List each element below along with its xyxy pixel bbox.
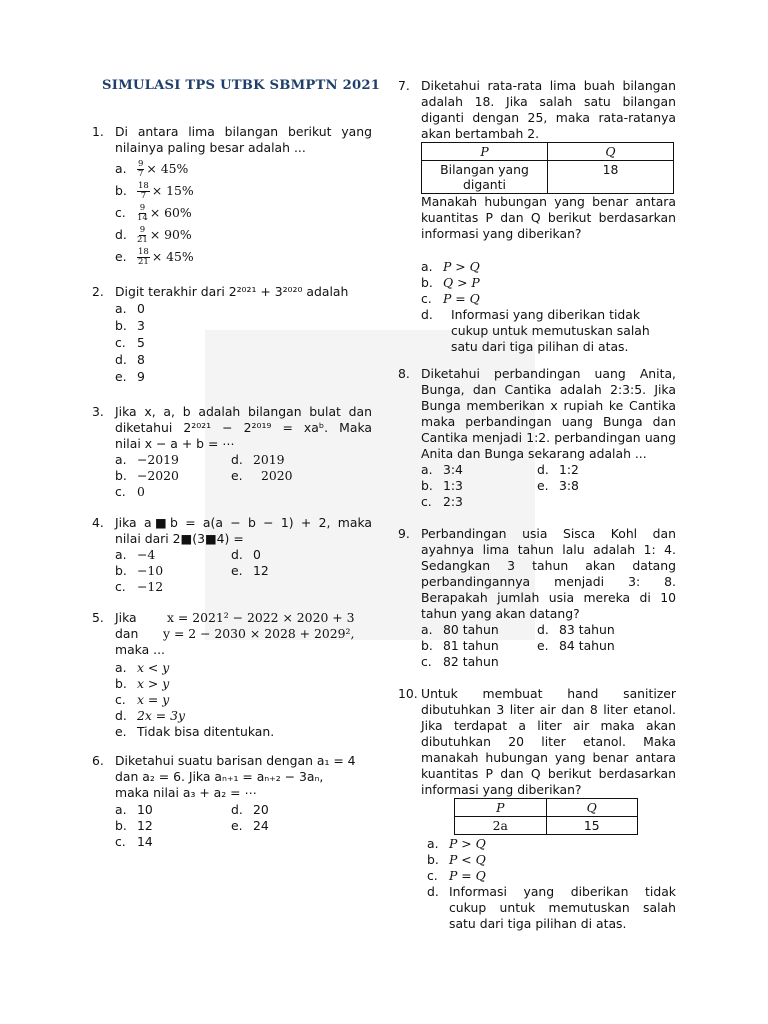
option-a[interactable]: a. −4	[115, 547, 156, 562]
question-number: 2.	[92, 284, 104, 299]
option-list	[115, 452, 372, 500]
option-e[interactable]: e. 3:8	[537, 478, 579, 493]
option-e[interactable]: e. 24	[231, 818, 269, 833]
option-list	[115, 301, 372, 386]
option-c[interactable]: c. 0	[115, 484, 145, 499]
quantity-table	[454, 798, 638, 835]
option-d[interactable]: d. $\frac{9}{21}$ × 90%	[115, 224, 192, 245]
option-e[interactable]: e. 9	[115, 369, 145, 384]
question-text: Untuk membuat hand sanitizer dibutuhkan 3 liter air dan 8 liter etanol. Jika terdapat a liter air maka akan dibutuhkan 20 liter etanol. Maka manakah hubungan yang benar antara kuantitas P dan Q berikut berdasarkan informasi yang diberikan?	[421, 686, 676, 797]
question-8	[398, 366, 676, 510]
question-5	[92, 610, 372, 740]
fraction: $\frac{18}{21}$	[138, 246, 149, 267]
question-7	[398, 78, 676, 355]
option-b[interactable]: b. 3	[115, 318, 145, 333]
question-subtext: Manakah hubungan yang benar antara kuantitas P dan Q berikut berdasarkan informasi yang diberikan?	[421, 194, 676, 241]
question-number: 4.	[92, 515, 104, 530]
fraction: $\frac{9}{21}$	[137, 224, 148, 245]
option-list	[421, 462, 676, 510]
question-number: 7.	[398, 78, 410, 93]
page-title: SIMULASI TPS UTBK SBMPTN 2021	[102, 78, 381, 93]
option-a[interactable]: a. −2019	[115, 452, 179, 467]
option-c[interactable]: c. 5	[115, 335, 145, 350]
option-d[interactable]: d. 83 tahun	[537, 622, 615, 637]
fraction: $\frac{18}{7}$	[138, 180, 149, 201]
option-b[interactable]: b. −2020	[115, 468, 179, 483]
option-e[interactable]: e. 2020	[231, 468, 293, 483]
question-number: 3.	[92, 404, 104, 419]
question-number: 1.	[92, 124, 104, 139]
table-cell-q: 18	[548, 161, 674, 194]
question-2	[92, 284, 372, 386]
option-c[interactable]: c. 2:3	[421, 494, 463, 509]
option-list	[115, 547, 372, 595]
question-3	[92, 404, 372, 500]
option-e[interactable]: e. 12	[231, 563, 269, 578]
option-a[interactable]: a. P > Q	[427, 836, 486, 851]
option-c[interactable]: c. 82 tahun	[421, 654, 499, 669]
question-1	[92, 124, 372, 268]
option-a[interactable]: a. $\frac{9}{7}$ × 45%	[115, 158, 189, 179]
option-c[interactable]: c. −12	[115, 579, 164, 594]
option-d[interactable]: d. 2019	[231, 452, 285, 467]
question-number: 5.	[92, 610, 104, 625]
option-d[interactable]: d. 8	[115, 352, 145, 367]
option-a[interactable]: a. 80 tahun	[421, 622, 499, 637]
table-cell-q: 15	[546, 817, 638, 835]
question-text: Jika x, a, b adalah bilangan bulat dan diketahui 2²⁰²¹ − 2²⁰¹⁹ = xaᵇ. Maka nilai x − a + b = ⋯	[115, 404, 372, 451]
option-list	[421, 259, 676, 355]
option-list	[115, 158, 372, 268]
table-header-p: P	[455, 799, 547, 817]
option-c[interactable]: c. x = y	[115, 692, 170, 707]
fraction: $\frac{9}{7}$	[138, 158, 144, 179]
table-cell-p: Bilangan yang diganti	[422, 161, 548, 194]
option-b[interactable]: b. 81 tahun	[421, 638, 499, 653]
question-text: Diketahui suatu barisan dengan a₁ = 4 dan a₂ = 6. Jika aₙ₊₁ = aₙ₊₂ − 3aₙ, maka nilai a₃ + a₂ = ⋯	[115, 753, 356, 800]
option-list	[421, 622, 676, 670]
option-a[interactable]: a. 10	[115, 802, 153, 817]
question-10	[398, 686, 676, 932]
option-d[interactable]: d. 2x = 3y	[115, 708, 186, 723]
option-b[interactable]: b. P < Q	[427, 852, 486, 867]
option-c[interactable]: c. $\frac{9}{14}$ × 60%	[115, 202, 192, 223]
option-a[interactable]: a. P > Q	[421, 259, 480, 274]
question-4	[92, 515, 372, 595]
option-b[interactable]: b. −10	[115, 563, 164, 578]
option-d[interactable]: d. 20	[231, 802, 269, 817]
table-header-p: P	[422, 143, 548, 161]
table-header-q: Q	[548, 143, 674, 161]
option-b[interactable]: b. x > y	[115, 676, 170, 691]
option-list	[115, 660, 372, 740]
option-c[interactable]: c. 14	[115, 834, 153, 849]
option-e[interactable]: e. $\frac{18}{21}$ × 45%	[115, 246, 194, 267]
option-d[interactable]: d. Informasi yang diberikan tidak cukup untuk memutuskan salah satu dari tiga pilihan di atas.	[427, 884, 676, 931]
question-number: 6.	[92, 753, 104, 768]
quantity-table	[421, 142, 674, 194]
table-cell-p: 2a	[455, 817, 547, 835]
option-e[interactable]: e. Tidak bisa ditentukan.	[115, 724, 275, 739]
option-c[interactable]: c. P = Q	[427, 868, 486, 883]
question-text: Diketahui perbandingan uang Anita, Bunga, dan Cantika adalah 2:3:5. Jika Bunga memberikan x rupiah ke Cantika maka perbandingan uang Bunga dan Cantika menjadi 1:2. perbandingan uang Anita dan Bunga sekarang adalah ...	[421, 366, 676, 461]
question-9	[398, 526, 676, 670]
option-b[interactable]: b. 12	[115, 818, 153, 833]
question-number: 8.	[398, 366, 410, 381]
fraction: $\frac{9}{14}$	[137, 202, 148, 223]
option-b[interactable]: b. 1:3	[421, 478, 463, 493]
option-list	[427, 836, 676, 932]
question-text: Di antara lima bilangan berikut yang nilainya paling besar adalah ...	[115, 124, 372, 155]
question-text: Jika a■b = a(a − b − 1) + 2, maka nilai dari 2■(3■4) =	[115, 515, 372, 546]
question-text: Digit terakhir dari 2²⁰²¹ + 3²⁰²⁰ adalah	[115, 284, 349, 299]
question-number: 9.	[398, 526, 410, 541]
option-e[interactable]: e. 84 tahun	[537, 638, 615, 653]
table-header-q: Q	[546, 799, 638, 817]
option-a[interactable]: a. 3:4	[421, 462, 463, 477]
option-b[interactable]: b. Q > P	[421, 275, 480, 290]
question-text: Perbandingan usia Sisca Kohl dan ayahnya lima tahun lalu adalah 1: 4. Sedangkan 3 tahun akan datang perbandingannya menjadi 3: 8. Berapakah jumlah usia mereka di 10 tahun yang akan datang?	[421, 526, 676, 621]
option-a[interactable]: a. 0	[115, 301, 145, 316]
question-text: Jika x = 2021² − 2022 × 2020 + 3 dan y = 2 − 2030 × 2028 + 2029², maka ...	[115, 610, 355, 657]
question-6	[92, 753, 372, 850]
option-d[interactable]: d. 1:2	[537, 462, 579, 477]
option-list	[115, 802, 372, 850]
question-number: 10.	[398, 686, 418, 701]
option-d[interactable]: d. Informasi yang diberikan tidak cukup untuk memutuskan salah satu dari tiga pilihan di atas.	[421, 307, 650, 354]
option-c[interactable]: c. P = Q	[421, 291, 480, 306]
option-b[interactable]: b. $\frac{18}{7}$ × 15%	[115, 180, 194, 201]
question-text: Diketahui rata-rata lima buah bilangan adalah 18. Jika salah satu bilangan diganti dengan 25, maka rata-ratanya akan bertambah 2.	[421, 78, 676, 141]
option-d[interactable]: d. 0	[231, 547, 261, 562]
option-a[interactable]: a. x < y	[115, 660, 170, 675]
